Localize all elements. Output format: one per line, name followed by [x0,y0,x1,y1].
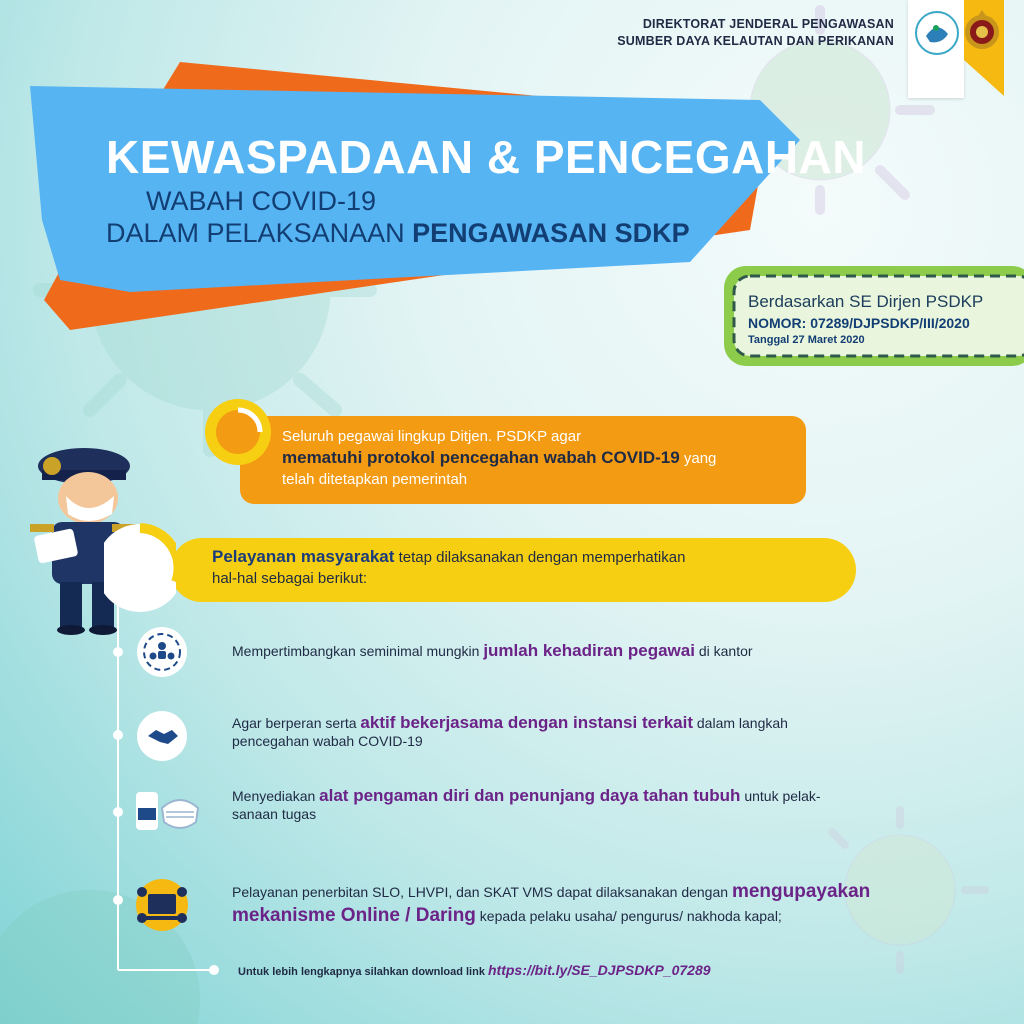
bullet-3-pre: Menyediakan [232,788,320,804]
bullet-2-post: dalam langkah [693,715,788,731]
subtitle-line-2-prefix: DALAM PELAKSANAAN [106,218,413,248]
footer-note [238,962,711,978]
people-group-icon [136,626,188,678]
card2-line-1-rest: tetap dilaksanakan dengan memperhatikan [394,549,686,566]
mask-medicine-icon [132,786,204,838]
card1-line-3: telah ditetapkan pemerintah [282,471,468,488]
bullet-1-emphasis: jumlah kehadiran pegawai [483,641,695,660]
footer-text: Untuk lebih lengkapnya silahkan download link [238,966,488,978]
bullet-3-line-2: sanaan tugas [232,806,317,822]
bullet-3-emphasis: alat pengaman diri dan penunjang daya tahan tubuh [319,786,741,805]
bullet-item-2 [232,714,788,750]
reference-line-1: Berdasarkan SE Dirjen PSDKP [748,292,984,311]
org-line-2: SUMBER DAYA KELAUTAN DAN PERIKANAN [617,34,894,48]
card1-line-2-rest: yang [679,450,717,467]
subtitle-line-2-bold: PENGAWASAN SDKP [412,218,690,248]
reference-date: Tanggal 27 Maret 2020 [748,334,865,346]
main-title: KEWASPADAAN & PENCEGAHAN [106,131,866,183]
download-link[interactable]: https://bit.ly/SE_DJPSDKP_07289 [488,962,711,978]
reference-number: NOMOR: 07289/DJPSDKP/III/2020 [748,315,970,331]
bullet-4-emphasis: mengupayakan [731,881,871,902]
bullet-4-line-2-emphasis: mekanisme Online / Daring [232,905,476,926]
bullet-item-3 [232,787,821,823]
online-meeting-icon [130,878,194,932]
subtitle-line-1: WABAH COVID-19 [146,186,377,216]
handshake-icon [136,710,188,762]
bullet-1-pre: Mempertimbangkan seminimal mungkin [232,643,484,659]
bullet-1-post: di kantor [694,643,753,659]
card1-line-1: Seluruh pegawai lingkup Ditjen. PSDKP agar [282,428,582,445]
bullet-4-pre: Pelayanan penerbitan SLO, LHVPI, dan SKAT VMS dapat dilaksanakan dengan [232,884,732,900]
bullet-3-post: untuk pelak- [740,788,821,804]
bullet-item-4 [232,880,870,928]
bullet-2-emphasis: aktif bekerjasama dengan instansi terkait [360,713,693,732]
bullet-item-1 [232,642,753,660]
card2-emphasis: Pelayanan masyarakat [212,547,395,566]
bullet-4-line-2-rest: kepada pelaku usaha/ pengurus/ nakhoda kapal; [475,908,782,924]
card2-line-2: hal-hal sebagai berikut: [212,570,368,587]
bullet-2-pre: Agar berperan serta [232,715,361,731]
bullet-2-line-2: pencegahan wabah COVID-19 [232,733,423,749]
card1-emphasis: mematuhi protokol pencegahan wabah COVID-19 [282,448,680,467]
org-line-1: DIREKTORAT JENDERAL PENGAWASAN [642,17,894,31]
